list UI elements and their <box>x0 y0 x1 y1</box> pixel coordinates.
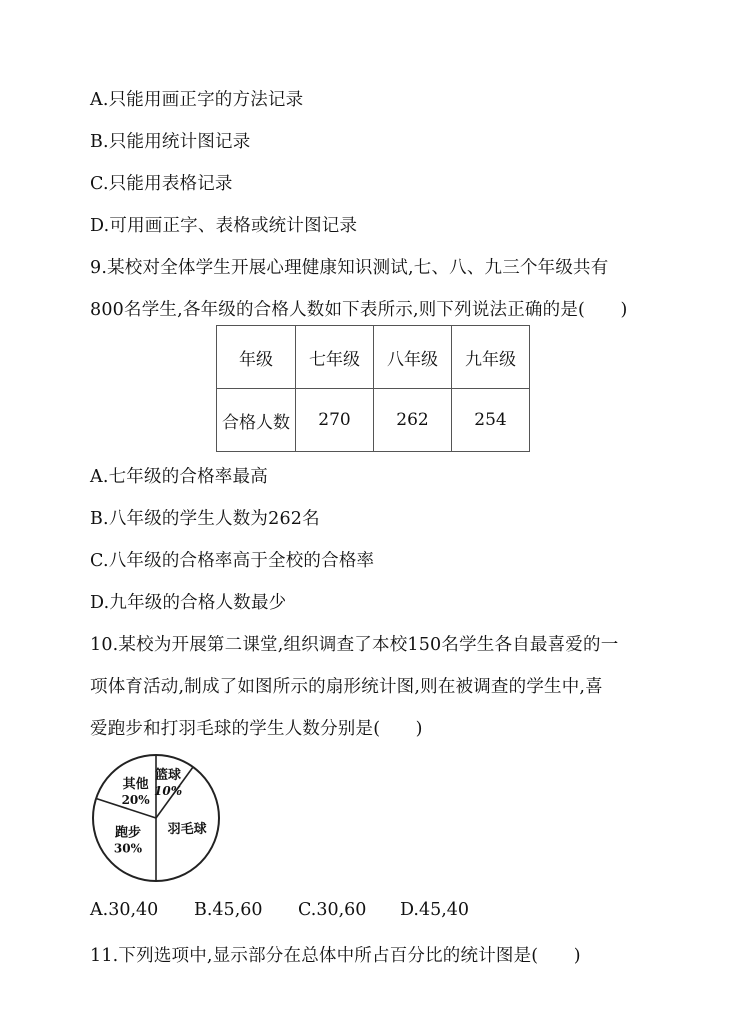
pie-chart <box>90 752 230 892</box>
table-row-label: 合格人数 <box>217 389 296 452</box>
table-header-cell: 年级 <box>217 326 296 389</box>
q10-option-d: D.45,40 <box>400 900 470 920</box>
pie-slice-label: 篮球 <box>155 767 182 783</box>
pie-slice-label: 羽毛球 <box>167 822 207 838</box>
q10-option-a: A.30,40 <box>90 900 159 920</box>
table-cell: 270 <box>296 389 374 452</box>
table-header-cell: 八年级 <box>374 326 452 389</box>
pie-slice-label: 跑步 <box>114 825 141 841</box>
table-row <box>217 389 530 452</box>
q10-stem-line3: 爱跑步和打羽毛球的学生人数分别是( ) <box>90 719 423 739</box>
pie-slice-value-label: 10% <box>154 783 183 798</box>
q11-stem: 11.下列选项中,显示部分在总体中所占百分比的统计图是( ) <box>90 946 581 966</box>
q10-stem-line1: 10.某校为开展第二课堂,组织调查了本校150名学生各自最喜爱的一 <box>90 635 619 655</box>
q9-stem-line1: 9.某校对全体学生开展心理健康知识测试,七、八、九三个年级共有 <box>90 258 609 278</box>
table-header-row <box>217 326 530 389</box>
pie-slice-value-label: 20% <box>121 792 150 807</box>
q10-option-b: B.45,60 <box>194 900 263 920</box>
q8-option-c: C.只能用表格记录 <box>90 174 233 194</box>
q9-table <box>216 325 530 452</box>
q10-options <box>90 900 469 920</box>
q8-option-d: D.可用画正字、表格或统计图记录 <box>90 216 358 236</box>
q9-option-b: B.八年级的学生人数为262名 <box>90 509 320 529</box>
q9-option-c: C.八年级的合格率高于全校的合格率 <box>90 551 375 571</box>
pie-slice-label: 其他 <box>122 776 149 792</box>
pie-slice-value-label: 30% <box>113 841 143 856</box>
q10-stem-line2: 项体育活动,制成了如图所示的扇形统计图,则在被调查的学生中,喜 <box>90 677 603 697</box>
q9-option-a: A.七年级的合格率最高 <box>90 467 268 487</box>
table-cell: 262 <box>374 389 452 452</box>
table-header-cell: 九年级 <box>452 326 530 389</box>
q9-option-d: D.九年级的合格人数最少 <box>90 593 287 613</box>
table-cell: 254 <box>452 389 530 452</box>
q9-stem-line2: 800名学生,各年级的合格人数如下表所示,则下列说法正确的是( ) <box>90 300 628 320</box>
q10-option-c: C.30,60 <box>298 900 367 920</box>
table-header-cell: 七年级 <box>296 326 374 389</box>
q8-option-b: B.只能用统计图记录 <box>90 132 251 152</box>
q8-option-a: A.只能用画正字的方法记录 <box>90 90 304 110</box>
